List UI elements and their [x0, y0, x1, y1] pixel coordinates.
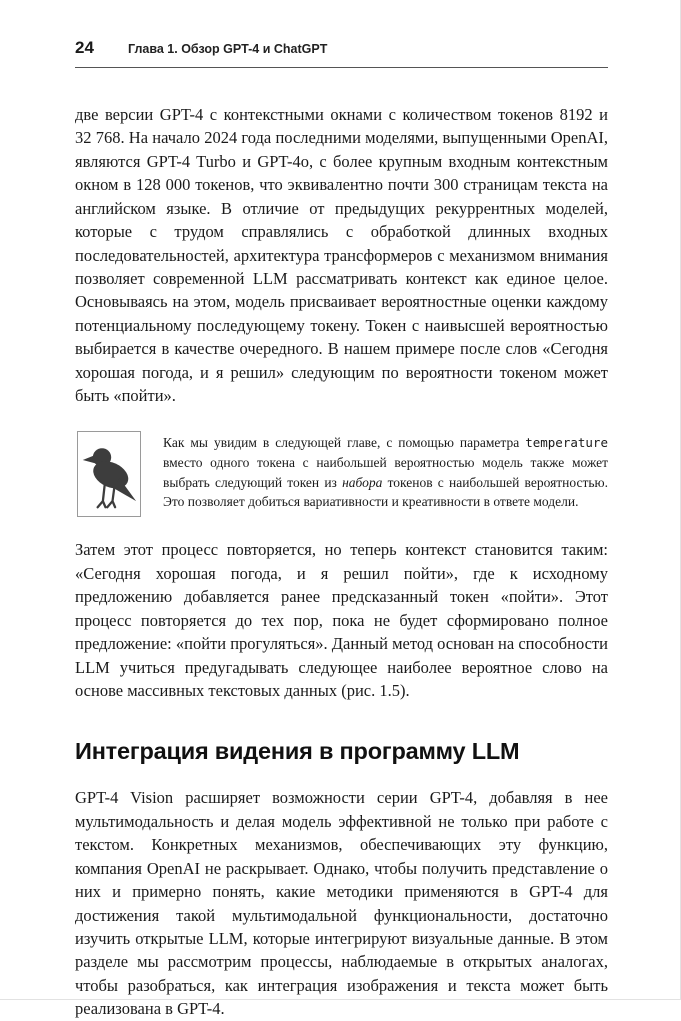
crow-icon [77, 431, 141, 517]
note-text [163, 431, 608, 511]
chapter-title: Глава 1. Обзор GPT-4 и ChatGPT [128, 42, 328, 56]
paragraph-gpt4-vision: GPT-4 Vision расширяет возможности серии GPT-4, добавляя в нее мультимодальность и делая модель эффективной не только при работе с текстом. Конкретных механизмов, обеспечивающих эту функцию, компания OpenAI не раскрывает. Однако, чтобы получить представление о них и примерно понять, какие методики применяются в GPT-4 для достижения такой мультимодальной функциональности, достаточно изучить открытые LLM, которые интегрируют визуальные данные. В этом разделе мы рассмотрим процессы, наблюдаемые в открытых аналогах, чтобы разобраться, как интеграция изображения и текста может быть реализована в GPT-4. [75, 788, 608, 1019]
note-block [75, 431, 608, 517]
note-code-temperature: temperature [525, 435, 608, 451]
note-text-part: вместо одного токена с наибольшей вероятностью модель также может выбрать следующий токен из [163, 455, 608, 490]
page-header [75, 38, 608, 58]
note-text-part: Как мы увидим в следующей главе, с помощью параметра [163, 435, 526, 451]
note-text-part: токенов с наибольшей вероятностью. Это позволяет добиться вариативности и креативности в ответе модели. [163, 474, 609, 510]
page-number: 24 [75, 38, 94, 57]
section-heading: Интеграция видения в программу LLM [75, 738, 520, 765]
header-rule [75, 67, 608, 68]
paragraph-context-window: две версии GPT-4 с контекстными окнами с количеством токенов 8192 и 32 768. На начало 2024 года последними моделями, выпущенными OpenAI, являются GPT-4 Turbo и GPT-4o, с более крупным входным контекстным окном в 128 000 токенов, что эквивалентно почти 300 страницам текста на английском языке. В отличие от предыдущих рекуррентных моделей, которые с трудом справлялись с обработкой длинных входных последовательностей, архитектура трансформеров с механизмом внимания позволяет современной LLM рассматривать контекст как единое целое. Основываясь на этом, модель присваивает вероятностные оценки каждому потенциальному последующему токену. Токен с наивысшей вероятностью выбирается в качестве очередного. В нашем примере после слов «Сегодня хорошая погода, и я решил» следующим по вероятности токеном может быть «пойти». [75, 105, 608, 406]
paragraph-token-process: Затем этот процесс повторяется, но теперь контекст становится таким: «Сегодня хорошая погода, и я решил пойти», где к исходному предложению добавляется ранее предсказанный токен «пойти». Этот процесс повторяется до тех пор, пока не будет сформировано полное предложение: «пойти прогуляться». Данный метод основан на способности LLM учиться предугадывать следующее наиболее вероятное слово на основе массивных текстовых данных (рис. 1.5). [75, 540, 608, 701]
page-content [75, 103, 608, 1021]
note-emphasis: набора [342, 474, 383, 490]
